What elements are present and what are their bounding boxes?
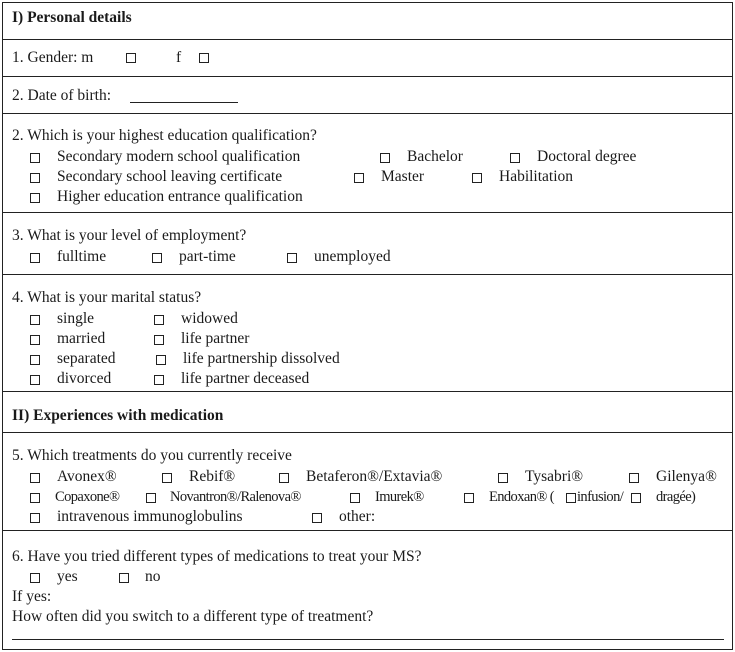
gender-m-checkbox[interactable] <box>126 53 136 63</box>
treatment-option-checkbox[interactable] <box>30 473 40 483</box>
treatments-question: 5. Which treatments do you currently receive <box>12 447 292 464</box>
treatment-option-label: Gilenya® <box>656 468 717 485</box>
treatment-option-label: infusion/ <box>577 489 624 505</box>
education-option-label: Secondary modern school qualification <box>57 148 301 165</box>
date-of-birth-label: 2. Date of birth: <box>12 87 112 104</box>
education-option-checkbox[interactable] <box>472 173 482 183</box>
question-treatments <box>3 433 732 531</box>
education-option-checkbox[interactable] <box>30 193 40 203</box>
question-employment <box>3 213 732 275</box>
employment-option-label: fulltime <box>57 248 107 265</box>
marital-option-label: life partner deceased <box>181 370 310 387</box>
employment-question: 3. What is your level of employment? <box>12 227 247 244</box>
question-education <box>3 114 732 213</box>
section-medication-header <box>3 392 732 433</box>
education-option-checkbox[interactable] <box>354 173 364 183</box>
treatment-dragee-checkbox[interactable] <box>631 493 641 503</box>
education-option-label: Secondary school leaving certificate <box>57 168 283 185</box>
question-marital-status <box>3 275 732 392</box>
education-option-checkbox[interactable] <box>510 153 520 163</box>
gender-label: 1. Gender: m <box>12 49 94 66</box>
switch-yes-checkbox[interactable] <box>30 573 40 583</box>
marital-option-checkbox[interactable] <box>154 375 164 385</box>
employment-option-checkbox[interactable] <box>152 253 162 263</box>
date-of-birth-field[interactable] <box>130 89 238 103</box>
marital-option-checkbox[interactable] <box>30 335 40 345</box>
marital-question: 4. What is your marital status? <box>12 289 202 306</box>
marital-option-label: single <box>57 310 95 327</box>
employment-option-label: unemployed <box>314 248 391 265</box>
employment-option-checkbox[interactable] <box>30 253 40 263</box>
switch-followup-question: How often did you switch to a different type of treatment? <box>12 608 374 625</box>
marital-option-label: separated <box>57 350 116 367</box>
marital-option-label: widowed <box>181 310 238 327</box>
employment-option-checkbox[interactable] <box>287 253 297 263</box>
education-option-label: Habilitation <box>499 168 574 185</box>
section-heading: II) Experiences with medication <box>12 407 224 424</box>
treatment-option-checkbox[interactable] <box>464 493 474 503</box>
marital-option-label: life partner <box>181 330 250 347</box>
education-option-checkbox[interactable] <box>30 173 40 183</box>
gender-f-label: f <box>176 49 182 66</box>
marital-option-label: divorced <box>57 370 112 387</box>
treatment-option-label: Rebif® <box>189 468 236 485</box>
marital-option-checkbox[interactable] <box>30 315 40 325</box>
treatment-option-label: Novantron®/Ralenova® <box>170 489 301 505</box>
question-date-of-birth <box>3 77 732 114</box>
treatment-option-label: Endoxan® ( <box>489 489 555 505</box>
switch-no-checkbox[interactable] <box>119 573 129 583</box>
switch-no-label: no <box>145 568 161 585</box>
switch-answer-line[interactable] <box>12 639 724 640</box>
marital-option-checkbox[interactable] <box>154 335 164 345</box>
treatment-option-checkbox[interactable] <box>498 473 508 483</box>
marital-option-label: married <box>57 330 106 347</box>
treatment-option-label: Tysabri® <box>525 468 584 485</box>
treatment-option-checkbox[interactable] <box>30 513 40 523</box>
employment-option-label: part-time <box>179 248 236 265</box>
switch-yes-label: yes <box>57 568 78 585</box>
questionnaire-form <box>2 2 733 650</box>
treatment-option-checkbox[interactable] <box>629 473 639 483</box>
education-option-label: Doctoral degree <box>537 148 637 165</box>
treatment-infusion-checkbox[interactable] <box>566 493 576 503</box>
if-yes-label: If yes: <box>12 588 52 605</box>
education-option-checkbox[interactable] <box>380 153 390 163</box>
treatment-option-label: Betaferon®/Extavia® <box>306 468 443 485</box>
education-option-label: Master <box>381 168 425 185</box>
treatment-option-label: dragée) <box>656 489 696 505</box>
section-personal-details-header <box>3 3 732 40</box>
treatment-option-checkbox[interactable] <box>146 493 156 503</box>
marital-option-label: life partnership dissolved <box>183 350 340 367</box>
education-option-label: Bachelor <box>407 148 463 165</box>
gender-f-checkbox[interactable] <box>199 53 209 63</box>
switch-question: 6. Have you tried different types of medications to treat your MS? <box>12 548 422 565</box>
question-medication-switch <box>3 531 732 651</box>
education-option-checkbox[interactable] <box>30 153 40 163</box>
treatment-option-label: Avonex® <box>57 468 117 485</box>
treatment-option-checkbox[interactable] <box>30 493 40 503</box>
treatment-option-checkbox[interactable] <box>312 513 322 523</box>
treatment-option-checkbox[interactable] <box>279 473 289 483</box>
marital-option-checkbox[interactable] <box>30 355 40 365</box>
treatment-option-checkbox[interactable] <box>350 493 360 503</box>
treatment-option-label: Copaxone® <box>55 489 120 505</box>
section-heading: I) Personal details <box>12 9 132 26</box>
education-option-label: Higher education entrance qualification <box>57 188 303 205</box>
treatment-option-checkbox[interactable] <box>162 473 172 483</box>
marital-option-checkbox[interactable] <box>30 375 40 385</box>
education-question: 2. Which is your highest education qualification? <box>12 127 317 144</box>
treatment-option-label: Imurek® <box>375 489 424 505</box>
treatment-option-label: other: <box>339 508 376 525</box>
treatment-option-label: intravenous immunoglobulins <box>57 508 243 525</box>
marital-option-checkbox[interactable] <box>156 355 166 365</box>
marital-option-checkbox[interactable] <box>154 315 164 325</box>
question-gender <box>3 40 732 77</box>
